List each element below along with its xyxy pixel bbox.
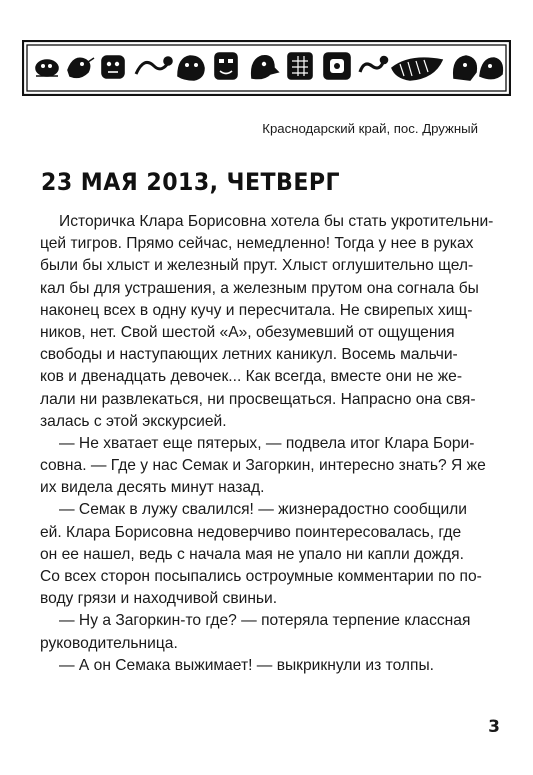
- text-line: ников, нет. Свой шестой «А», обезумевший от ощущения: [40, 323, 455, 341]
- chapter-date-heading: 23 МАЯ 2013, ЧЕТВЕРГ: [41, 168, 341, 196]
- eye-square-glyph-icon: [324, 53, 350, 79]
- snake-glyph-icon: [360, 57, 388, 73]
- face-glyph-icon: [102, 56, 124, 78]
- jaguar-glyph-icon: [178, 56, 204, 80]
- serpent-glyph-icon: [136, 57, 172, 74]
- text-line: воду грязи и находчивой свиньи.: [40, 590, 278, 608]
- maya-glyph-frieze: [22, 40, 511, 96]
- text-line: — Не хватает еще пятерых, — подвела итог Клара Бори-: [59, 434, 475, 452]
- text-line: он ее нашел, ведь с начала мая не упало ни капли дождя.: [40, 545, 464, 563]
- head-glyph-icon: [454, 56, 477, 80]
- text-line: ков и двенадцать девочек... Как всегда, вместе они не же-: [40, 368, 463, 386]
- ornamental-header-band: [22, 40, 511, 96]
- text-line: руководительница.: [40, 634, 178, 652]
- text-line: их видела десять минут назад.: [40, 479, 265, 497]
- text-line: Со всех сторон посыпались остроумные комментарии по по-: [40, 568, 482, 585]
- turtle-glyph-icon: [36, 60, 58, 76]
- body-text: [40, 211, 498, 677]
- text-line: цей тигров. Прямо сейчас, немедленно! Тогда у нее в руках: [40, 235, 474, 253]
- text-line: кал бы для устрашения, а железным прутом она согнала бы: [40, 279, 479, 297]
- text-line: совна. — Где у нас Семак и Загоркин, интересно знать? Я же: [40, 457, 486, 475]
- text-line: свободы и наступающих летних каникул. Восемь мальчи-: [40, 346, 458, 364]
- text-line: — А он Семака выжимает! — выкрикнули из толпы.: [59, 656, 434, 674]
- text-line: были бы хлыст и железный прут. Хлыст оглушительно щел-: [40, 257, 474, 275]
- bird-head-glyph-icon: [252, 56, 278, 79]
- canoe-glyph-icon: [392, 58, 442, 80]
- location-caption: Краснодарский край, пос. Дружный: [262, 121, 478, 136]
- text-line: лали ни развлекаться, ни просвещаться. Напрасно она свя-: [40, 390, 476, 408]
- text-line: — Семак в лужу свалился! — жизнерадостно сообщили: [59, 501, 467, 519]
- text-line: ей. Клара Борисовна недоверчиво поинтересовалась, где: [40, 523, 462, 541]
- beast-glyph-icon: [480, 58, 502, 79]
- text-line: — Ну а Загоркин-то где? — потеряла терпение классная: [59, 612, 471, 630]
- text-line: наконец всех в одну кучу и пересчитала. Не свирепых хищ-: [40, 301, 473, 319]
- text-line: Историчка Клара Борисовна хотела бы стать укротительни-: [59, 213, 494, 230]
- bird-glyph-icon: [68, 58, 94, 77]
- grid-glyph-icon: [288, 53, 312, 79]
- mask-glyph-icon: [215, 53, 237, 79]
- text-line: залась с этой экскурсией.: [40, 412, 227, 430]
- page-number: 3: [488, 717, 500, 737]
